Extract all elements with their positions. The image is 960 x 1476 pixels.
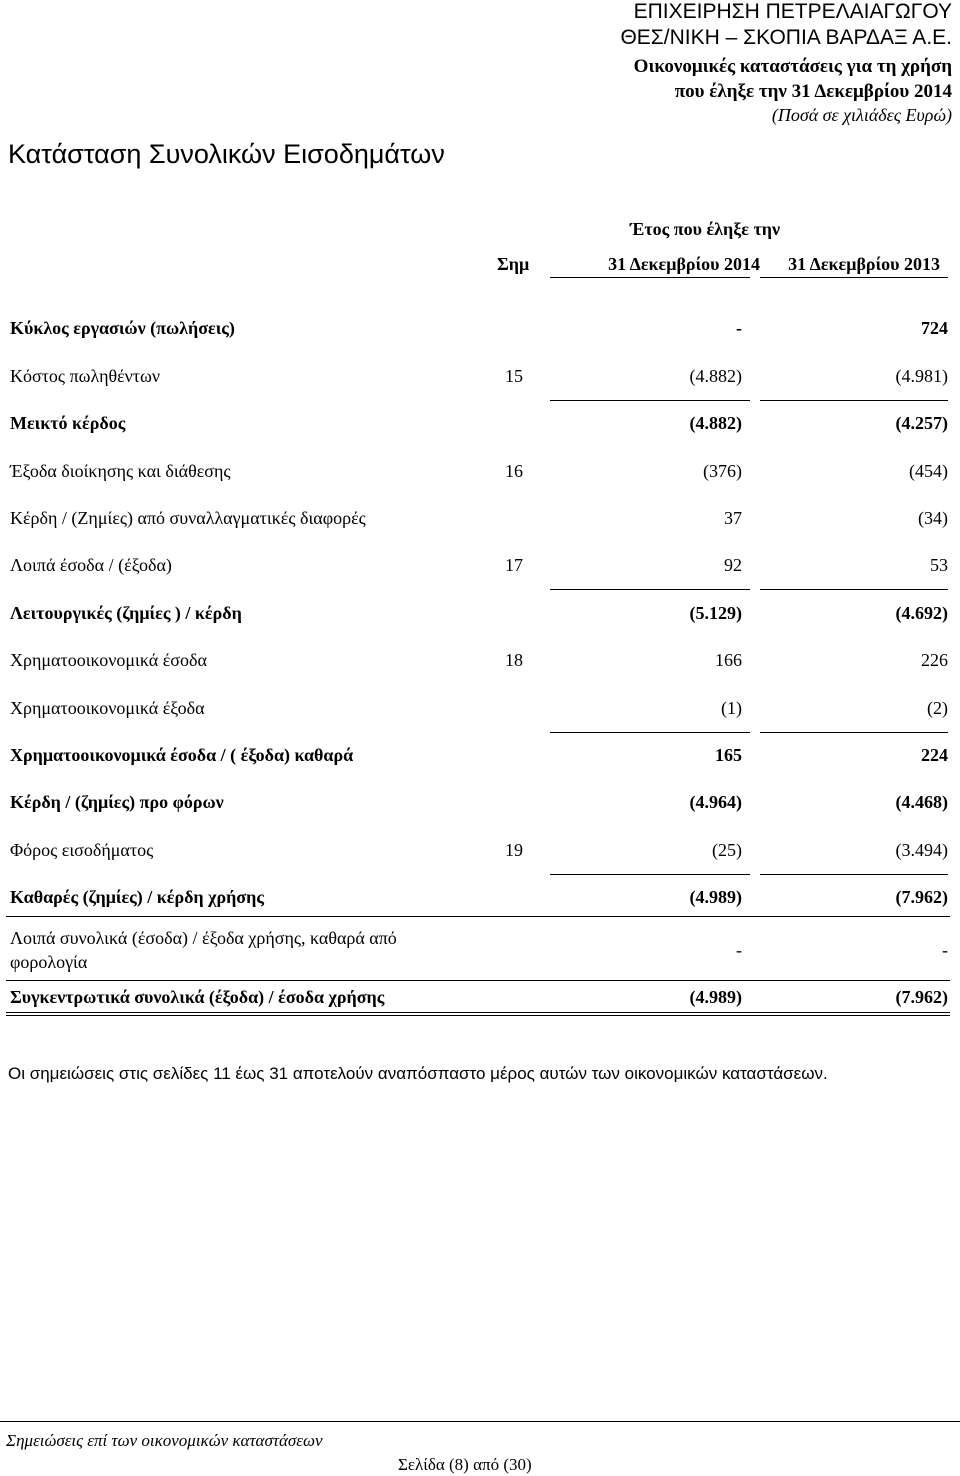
row-value-2013: (454) bbox=[909, 461, 948, 481]
financial-statements-title: Οικονομικές καταστάσεις για τη χρήση bbox=[633, 56, 952, 77]
row-value-2013: - bbox=[942, 940, 948, 960]
row-label: Κέρδη / (Ζημίες) από συναλλαγματικές διαφορές bbox=[10, 508, 366, 528]
row-note: 16 bbox=[505, 461, 523, 481]
row-label bbox=[10, 926, 397, 974]
row-value-2014: (1) bbox=[721, 698, 742, 718]
footer-rule bbox=[0, 1421, 960, 1422]
total-double-line bbox=[6, 1012, 950, 1013]
row-label: Κέρδη / (ζημίες) προ φόρων bbox=[10, 792, 224, 812]
separator-line bbox=[6, 980, 950, 981]
column-note-header: Σημ bbox=[497, 254, 530, 274]
row-value-2013: (4.257) bbox=[895, 413, 948, 433]
row-note: 18 bbox=[505, 650, 523, 670]
row-value-2013: (7.962) bbox=[895, 887, 948, 907]
row-label: Έξοδα διοίκησης και διάθεσης bbox=[10, 461, 231, 481]
company-name-line1: ΕΠΙΧΕΙΡΗΣΗ ΠΕΤΡΕΛΑΙΑΓΩΓΟΥ bbox=[633, 0, 952, 23]
row-label: Φόρος εισοδήματος bbox=[10, 840, 154, 860]
row-value-2014: (4.882) bbox=[689, 366, 742, 386]
row-value-2014: 37 bbox=[724, 508, 742, 528]
row-value-2014: (4.989) bbox=[689, 887, 742, 907]
row-note: 19 bbox=[505, 840, 523, 860]
row-value-2014: 165 bbox=[715, 745, 742, 765]
row-value-2013: 224 bbox=[921, 745, 948, 765]
financial-statements-period: που έληξε την 31 Δεκεμβρίου 2014 bbox=[674, 81, 952, 102]
total-double-line bbox=[6, 1015, 950, 1016]
company-name-line2: ΘΕΣ/ΝΙΚΗ – ΣΚΟΠΙΑ ΒΑΡΔΑΞ Α.Ε. bbox=[620, 26, 952, 49]
column-period-label: Έτος που έληξε την bbox=[630, 219, 781, 239]
row-label: Χρηματοοικονομικά έσοδα bbox=[10, 650, 207, 670]
row-label: Χρηματοοικονομικά έξοδα bbox=[10, 698, 205, 718]
subtotal-line bbox=[550, 732, 750, 733]
row-value-2013: 724 bbox=[921, 318, 948, 338]
subtotal-line bbox=[550, 589, 750, 590]
subtotal-line bbox=[760, 874, 948, 875]
column-header-underline bbox=[760, 277, 948, 278]
row-label: Λειτουργικές (ζημίες ) / κέρδη bbox=[10, 603, 242, 623]
row-label: Χρηματοοικονομικά έσοδα / ( έξοδα) καθαρά bbox=[10, 745, 354, 765]
row-value-2014: (5.129) bbox=[689, 603, 742, 623]
currency-note: (Ποσά σε χιλιάδες Ευρώ) bbox=[771, 105, 952, 125]
subtotal-line bbox=[550, 400, 750, 401]
row-value-2014: (4.989) bbox=[689, 987, 742, 1007]
row-value-2013: (7.962) bbox=[895, 987, 948, 1007]
row-value-2013: (34) bbox=[918, 508, 948, 528]
footnote: Οι σημειώσεις στις σελίδες 11 έως 31 αποτελούν αναπόσπαστο μέρος αυτών των οικονομικών καταστάσεων. bbox=[8, 1064, 828, 1083]
subtotal-line bbox=[760, 400, 948, 401]
row-value-2013: (2) bbox=[927, 698, 948, 718]
row-value-2014: - bbox=[736, 940, 742, 960]
row-value-2013: 53 bbox=[930, 555, 948, 575]
row-value-2013: (4.468) bbox=[895, 792, 948, 812]
row-label: Λοιπά έσοδα / (έξοδα) bbox=[10, 555, 172, 575]
row-label: Συγκεντρωτικά συνολικά (έξοδα) / έσοδα χρήσης bbox=[10, 987, 385, 1007]
subtotal-line bbox=[760, 589, 948, 590]
row-value-2014: 92 bbox=[724, 555, 742, 575]
subtotal-line bbox=[760, 732, 948, 733]
row-label-line1: Λοιπά συνολικά (έσοδα) / έξοδα χρήσης, καθαρά από bbox=[10, 928, 397, 948]
row-value-2014: (25) bbox=[712, 840, 742, 860]
row-value-2013: 226 bbox=[921, 650, 948, 670]
row-value-2014: (4.882) bbox=[689, 413, 742, 433]
subtotal-line bbox=[550, 874, 750, 875]
row-value-2014: (376) bbox=[703, 461, 742, 481]
row-label: Καθαρές (ζημίες) / κέρδη χρήσης bbox=[10, 887, 264, 907]
table-row bbox=[0, 926, 960, 974]
row-value-2013: (3.494) bbox=[895, 840, 948, 860]
statement-title: Κατάσταση Συνολικών Εισοδημάτων bbox=[8, 139, 445, 169]
row-note: 15 bbox=[505, 366, 523, 386]
row-value-2014: (4.964) bbox=[689, 792, 742, 812]
column-header-underline bbox=[550, 277, 750, 278]
page-number: Σελίδα (8) από (30) bbox=[398, 1455, 532, 1474]
footer-notes-title: Σημειώσεις επί των οικονομικών καταστάσεων bbox=[6, 1431, 323, 1450]
column-year-2013: 31 Δεκεμβρίου 2013 bbox=[788, 254, 940, 274]
row-value-2013: (4.692) bbox=[895, 603, 948, 623]
row-label: Κόστος πωληθέντων bbox=[10, 366, 161, 386]
separator-line bbox=[6, 916, 950, 917]
row-label: Μεικτό κέρδος bbox=[10, 413, 126, 433]
column-year-2014: 31 Δεκεμβρίου 2014 bbox=[608, 254, 760, 274]
row-value-2014: - bbox=[736, 318, 742, 338]
row-label: Κύκλος εργασιών (πωλήσεις) bbox=[10, 318, 235, 338]
row-value-2013: (4.981) bbox=[895, 366, 948, 386]
row-value-2014: 166 bbox=[715, 650, 742, 670]
row-label-line2: φορολογία bbox=[10, 952, 88, 972]
row-note: 17 bbox=[505, 555, 523, 575]
